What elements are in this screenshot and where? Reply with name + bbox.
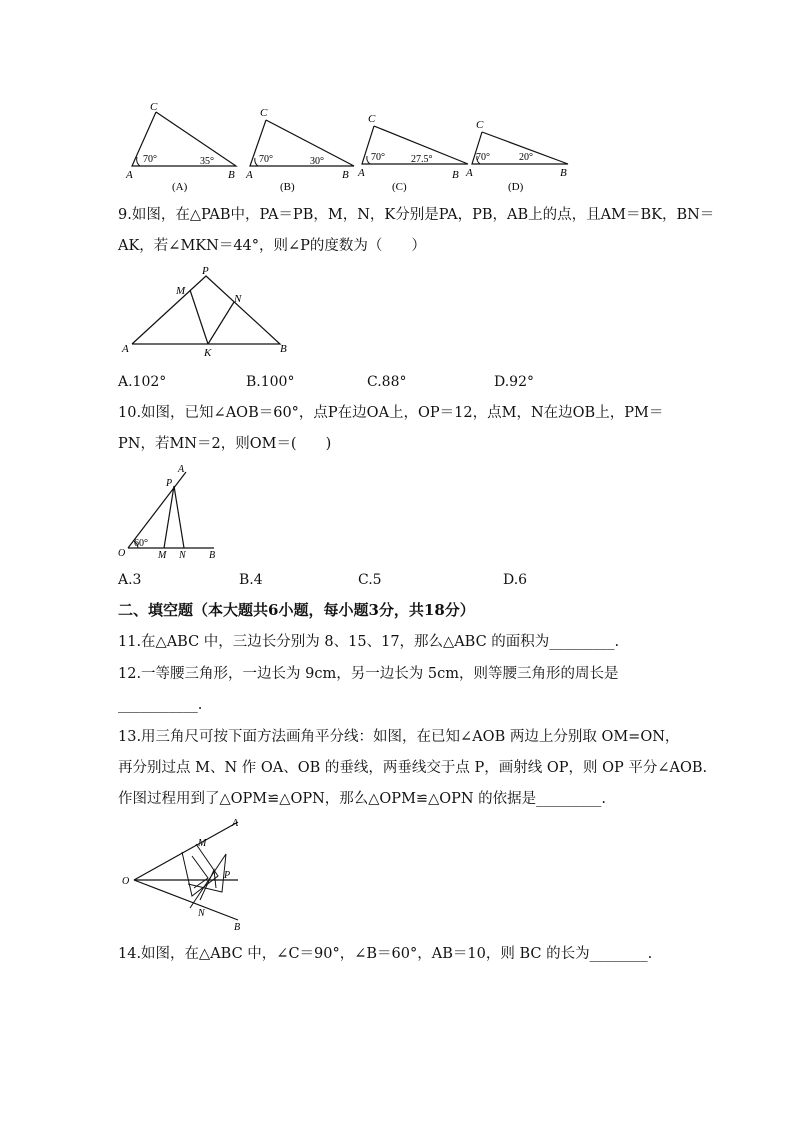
label-m: M xyxy=(176,285,186,297)
label-b: B xyxy=(228,169,235,181)
q10-option-c: C.5 xyxy=(358,572,382,588)
label-a: A xyxy=(122,343,129,355)
figure-caption: (B) xyxy=(280,181,295,193)
label-p: P xyxy=(202,265,209,277)
q10-option-b: B.4 xyxy=(239,572,263,588)
label-b: B xyxy=(280,343,287,355)
q12-text-line2: ___________. xyxy=(118,697,203,713)
q13-figure xyxy=(118,816,258,932)
angle-b-label: 35° xyxy=(200,156,214,167)
label-b: B xyxy=(209,550,216,561)
label-c: C xyxy=(476,119,484,131)
angle-b-label: 20° xyxy=(519,152,533,163)
angle-a-label: 70° xyxy=(371,152,385,163)
label-o: O xyxy=(118,548,126,559)
angle-a-label: 70° xyxy=(259,154,273,165)
label-p: P xyxy=(224,870,231,881)
label-p: P xyxy=(166,478,173,489)
label-k: K xyxy=(204,347,212,359)
label-b: B xyxy=(452,169,459,181)
q9-option-d: D.92° xyxy=(494,374,534,390)
q9-text-line1: 9.如图，在△PAB中，PA＝PB，M，N，K分别是PA，PB，AB上的点，且AM＝BK，BN＝ xyxy=(118,207,715,223)
q10-text-line2: PN，若MN＝2，则OM＝( ) xyxy=(118,436,332,452)
q10-figure xyxy=(116,462,226,562)
label-c: C xyxy=(150,101,158,113)
q11-text: 11.在△ABC 中，三边长分别为 8、15、17，那么△ABC 的面积为_________. xyxy=(118,634,620,650)
angle-b-label: 27.5° xyxy=(411,154,433,165)
triangle-figure-a xyxy=(125,101,236,193)
label-c: C xyxy=(368,113,376,125)
label-b: B xyxy=(342,169,349,181)
q10-option-a: A.3 xyxy=(118,572,142,588)
angle-label: 60° xyxy=(134,538,148,549)
label-c: C xyxy=(260,107,268,119)
q9-option-b: B.100° xyxy=(246,374,295,390)
label-a: A xyxy=(232,818,239,829)
figure-caption: (A) xyxy=(172,181,188,193)
q9-figure xyxy=(118,264,298,360)
q12-text-line1: 12.一等腰三角形，一边长为 9cm，另一边长为 5cm，则等腰三角形的周长是 xyxy=(118,666,619,682)
label-m: M xyxy=(158,550,167,561)
figure-caption: (C) xyxy=(392,181,407,193)
label-n: N xyxy=(234,293,242,305)
label-a: A xyxy=(126,169,133,181)
section-heading-fill-in: 二、填空题（本大题共6小题，每小题3分，共18分） xyxy=(118,601,475,619)
q13-text-line1: 13.用三角尺可按下面方法画角平分线：如图，在已知∠AOB 两边上分别取 OM=ON， xyxy=(118,729,680,745)
label-n: N xyxy=(198,908,205,919)
label-a: A xyxy=(358,167,365,179)
label-a: A xyxy=(178,464,185,475)
angle-b-label: 30° xyxy=(310,156,324,167)
label-a: A xyxy=(466,167,473,179)
triangle-figures-row xyxy=(118,96,578,196)
q10-text-line1: 10.如图，已知∠AOB＝60°，点P在边OA上，OP＝12，点M，N在边OB上，PM＝ xyxy=(118,405,664,421)
q13-text-line3: 作图过程用到了△OPM≌△OPN，那么△OPM≌△OPN 的依据是_________. xyxy=(118,791,607,807)
triangle-figure-d xyxy=(465,119,568,193)
label-o: O xyxy=(122,876,130,887)
triangle-figure-b xyxy=(245,107,354,193)
angle-a-label: 70° xyxy=(476,152,490,163)
q9-text-line2: AK，若∠MKN＝44°，则∠P的度数为（ ） xyxy=(118,238,426,254)
q10-option-d: D.6 xyxy=(503,572,528,588)
label-m: M xyxy=(198,838,207,849)
label-n: N xyxy=(179,550,186,561)
label-b: B xyxy=(234,922,241,932)
label-a: A xyxy=(246,169,253,181)
triangle-figure-c xyxy=(357,113,468,193)
q9-option-a: A.102° xyxy=(118,374,167,390)
label-b: B xyxy=(560,167,567,179)
angle-a-label: 70° xyxy=(143,154,157,165)
q9-option-c: C.88° xyxy=(367,374,407,390)
q13-text-line2: 再分别过点 M、N 作 OA、OB 的垂线，两垂线交于点 P，画射线 OP，则 OP 平分∠AOB. xyxy=(118,760,708,776)
figure-caption: (D) xyxy=(508,181,524,193)
q14-text: 14.如图，在△ABC 中，∠C＝90°，∠B＝60°，AB＝10，则 BC 的长为________. xyxy=(118,946,653,962)
